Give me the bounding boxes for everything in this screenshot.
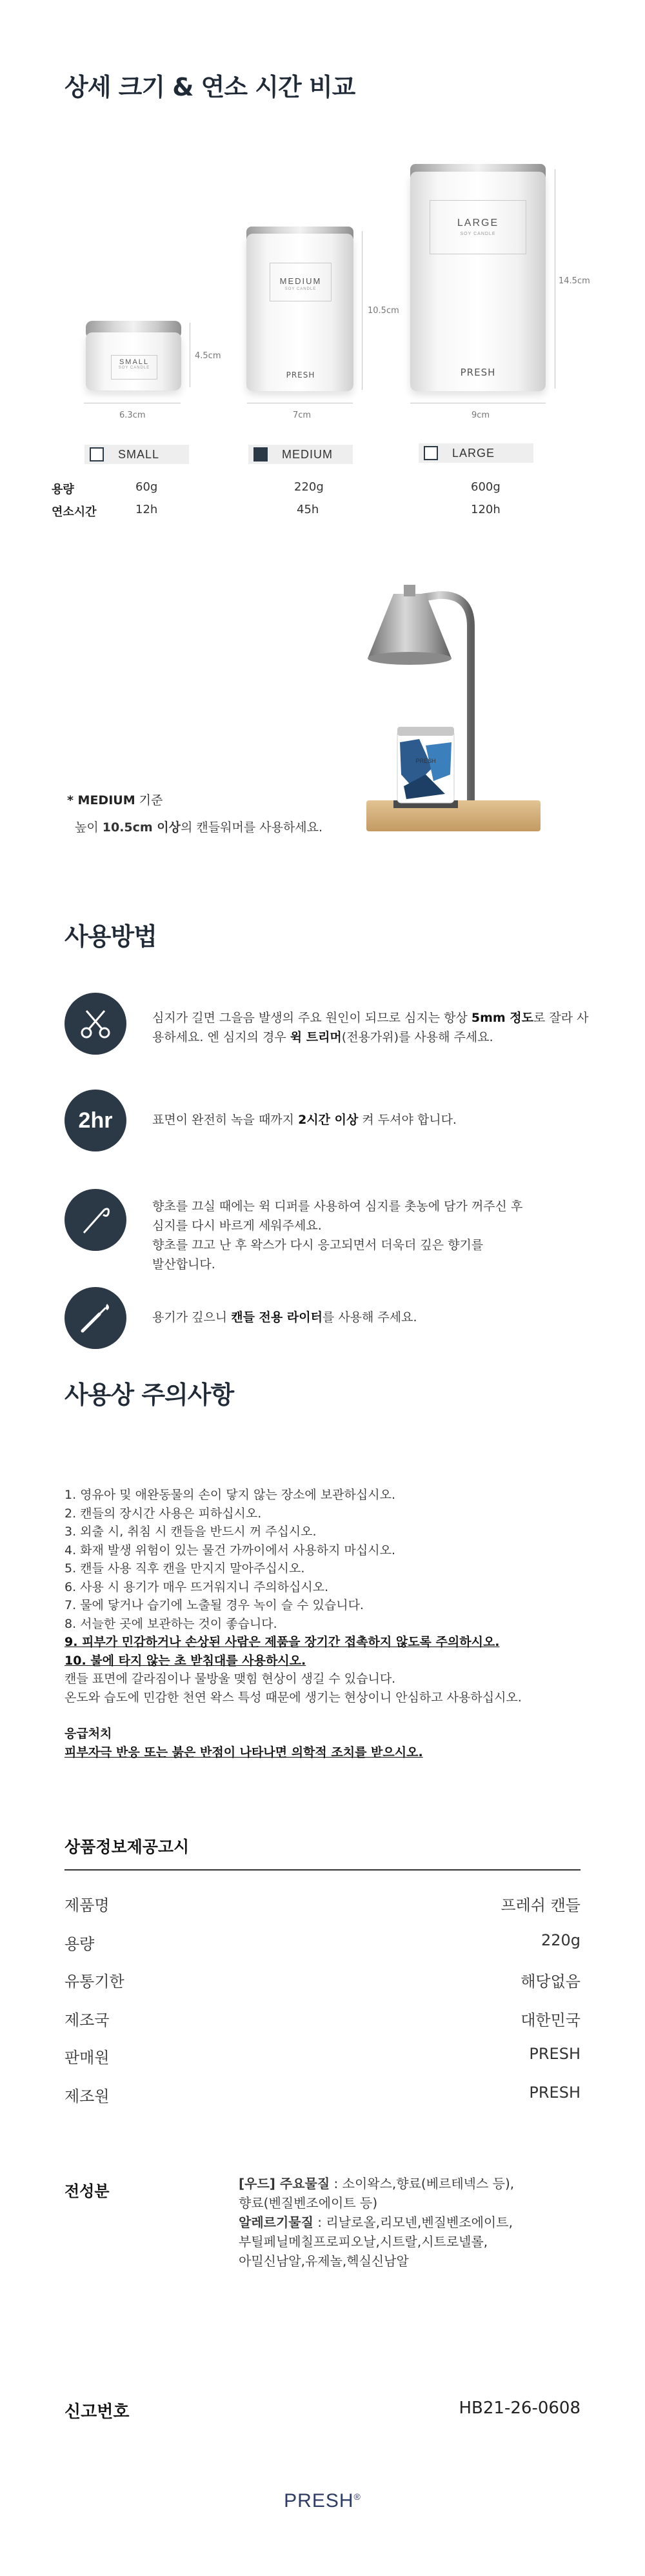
medium-can-label: MEDIUM — [279, 276, 322, 286]
usage-step-4-part-1: 용기가 깊으니 — [152, 1310, 232, 1324]
footer-brand-mark: ® — [353, 2491, 361, 2502]
composition-main-label: [우드] 주요물질 — [239, 2176, 330, 2191]
usage-step-1-highlight-2: 윅 트리머 — [290, 1030, 342, 1044]
spec-small-capacity: 60g — [135, 480, 158, 494]
warmer-note-height: 10.5cm 이상 — [102, 820, 181, 835]
usage-step-2-part-2: 켜 두셔야 합니다. — [358, 1113, 457, 1127]
usage-title: 사용방법 — [64, 922, 157, 951]
warmer-jar-label: PRESH — [415, 758, 436, 764]
large-can-height: 14.5cm — [559, 276, 590, 286]
composition-allergen-label: 알레르기물질 — [239, 2215, 313, 2230]
usage-step-4-highlight: 캔들 전용 라이터 — [231, 1310, 322, 1324]
usage-step-1-highlight-1: 5mm 정도 — [471, 1011, 533, 1025]
spec-medium-capacity: 220g — [294, 480, 324, 494]
large-can-width: 9cm — [471, 411, 490, 420]
usage-step-3-line-2: 심지를 다시 바르게 세워주세요. — [152, 1219, 322, 1233]
spec-medium-burn-time: 45h — [297, 503, 319, 516]
composition-main-text: : 소이왁스,향료(베르테넥스 등), — [330, 2176, 515, 2191]
warmer-note-line1 — [67, 791, 163, 808]
size-chip-medium-label: MEDIUM — [282, 447, 333, 461]
small-can-width: 6.3cm — [119, 411, 146, 420]
caution-item-strong: 10. 불에 타지 않는 초 받침대를 사용하시오. — [64, 1653, 306, 1668]
info-value: 해당없음 — [521, 1973, 580, 1991]
small-can-sublabel: SOY CANDLE — [118, 366, 150, 370]
spec-label-capacity: 용량 — [52, 483, 74, 496]
usage-step-2-part-1: 표면이 완전히 녹을 때까지 — [152, 1113, 299, 1127]
caution-item: 2. 캔들의 장시간 사용은 피하십시오. — [64, 1506, 262, 1521]
composition-allergen-text-3: 아밀신남알,유제놀,헥실신남알 — [239, 2253, 409, 2269]
large-can-sublabel: SOY CANDLE — [460, 232, 496, 236]
small-can-label: SMALL — [119, 358, 150, 366]
composition-allergen-text: : 리날로올,리모넨,벤질벤조에이트, — [313, 2215, 513, 2230]
footer-brand-logo — [0, 2490, 645, 2512]
usage-step-3-text — [152, 1197, 591, 1274]
size-chip-large-label: LARGE — [452, 446, 495, 460]
size-chip-small[interactable] — [84, 445, 189, 464]
size-chip-medium[interactable] — [248, 445, 353, 464]
info-key: 제조국 — [64, 2011, 110, 2029]
caution-item-strong: 9. 피부가 민감하거나 손상된 사람은 제품을 장기간 접촉하지 않도록 주의하시오. — [64, 1635, 500, 1649]
product-info-divider — [64, 1869, 580, 1871]
caution-list — [64, 1486, 606, 1761]
medium-can-width: 7cm — [293, 411, 312, 420]
info-row-country — [64, 2007, 580, 2027]
large-can-brand: PRESH — [460, 367, 496, 378]
caution-item: 3. 외출 시, 취침 시 캔들을 반드시 꺼 주십시오. — [64, 1525, 317, 1539]
warmer-note-basis: * MEDIUM — [67, 793, 135, 807]
info-key: 판매원 — [64, 2049, 110, 2067]
spec-small-burn-time: 12h — [135, 503, 158, 516]
medium-can-sublabel: SOY CANDLE — [284, 287, 317, 291]
usage-step-4-part-2: 를 사용해 주세요. — [322, 1310, 417, 1324]
checkbox-checked-icon — [253, 447, 268, 461]
caution-item: 1. 영유아 및 애완동물의 손이 닿지 않는 장소에 보관하십시오. — [64, 1488, 395, 1502]
two-hours-icon — [64, 1090, 126, 1151]
usage-step-3-line-3: 향초를 끄고 난 후 왁스가 다시 응고되면서 더욱더 깊은 향기를 — [152, 1238, 484, 1252]
composition-main-text-2: 향료(벤질벤조에이트 등) — [239, 2195, 378, 2211]
info-key: 유통기한 — [64, 1973, 124, 1991]
emergency-text: 피부자극 반응 또는 붉은 반점이 나타나면 의학적 조치를 받으시오. — [64, 1745, 423, 1760]
size-chip-small-label: SMALL — [118, 447, 160, 461]
usage-step-3-line-1: 향초를 끄실 때에는 윅 디퍼를 사용하여 심지를 촛농에 담가 꺼주신 후 — [152, 1199, 523, 1213]
usage-step-2-highlight: 2시간 이상 — [298, 1113, 359, 1127]
usage-step-1-part-2: 로 잘라 사용하세요. 엔 심지의 경우 — [152, 1011, 589, 1044]
comparison-title: 상세 크기 & 연소 시간 비교 — [64, 73, 355, 101]
caution-note: 캔들 표면에 갈라짐이나 물방울 맺힘 현상이 생길 수 있습니다. — [64, 1672, 396, 1686]
info-row-manufacturer — [64, 2084, 580, 2103]
info-value: PRESH — [529, 2084, 580, 2102]
report-number-label: 신고번호 — [64, 2402, 130, 2422]
emergency-title: 응급처치 — [64, 1727, 112, 1741]
wick-trimmer-icon — [64, 993, 126, 1055]
spec-large-burn-time: 120h — [471, 503, 501, 516]
info-key: 용량 — [64, 1935, 95, 1953]
usage-step-4-text — [152, 1308, 591, 1327]
info-row-seller — [64, 2045, 580, 2067]
usage-step-2-text — [152, 1110, 591, 1130]
caution-title: 사용상 주의사항 — [64, 1381, 234, 1409]
composition-label: 전성분 — [64, 2182, 110, 2200]
caution-item: 6. 사용 시 용기가 매우 뜨거워지니 주의하십시오. — [64, 1579, 329, 1594]
info-value: 대한민국 — [521, 2011, 580, 2029]
lighter-icon — [64, 1287, 126, 1349]
info-row-product-name — [64, 1892, 580, 1912]
caution-note-2: 온도와 습도에 민감한 천연 왁스 특성 때문에 생기는 현상이니 안심하고 사용하십시오. — [64, 1690, 522, 1705]
medium-can-brand: PRESH — [286, 370, 315, 380]
spec-large-capacity: 600g — [471, 480, 501, 494]
checkbox-icon — [90, 447, 104, 461]
info-value: PRESH — [529, 2045, 580, 2063]
caution-item: 7. 물에 닿거나 습기에 노출될 경우 녹이 슬 수 있습니다. — [64, 1598, 364, 1612]
info-key: 제조원 — [64, 2087, 110, 2105]
usage-step-3-line-4: 발산합니다. — [152, 1257, 215, 1272]
two-hours-icon-text: 2hr — [78, 1108, 113, 1133]
report-number-value: HB21-26-0608 — [459, 2399, 580, 2418]
warmer-note-line2 — [75, 818, 322, 835]
footer-brand-name: PRESH — [284, 2490, 354, 2511]
large-can-label: LARGE — [457, 218, 499, 228]
warmer-note-basis-suffix: 기준 — [135, 793, 163, 807]
info-value: 220g — [541, 1931, 580, 1949]
usage-step-1-part-3: (전용가위)를 사용해 주세요. — [341, 1030, 493, 1044]
caution-item: 4. 화재 발생 위험이 있는 물건 가까이에서 사용하지 마십시오. — [64, 1543, 395, 1557]
small-can-height: 4.5cm — [195, 351, 221, 361]
info-row-expiry — [64, 1969, 580, 1991]
spec-label-burn-time: 연소시간 — [52, 505, 97, 519]
checkbox-icon — [424, 446, 438, 460]
usage-step-1-part-1: 심지가 길면 그을음 발생의 주요 원인이 되므로 심지는 항상 — [152, 1011, 471, 1025]
info-value: 프레쉬 캔들 — [501, 1896, 580, 1914]
size-chip-large[interactable] — [419, 443, 533, 463]
info-row-capacity — [64, 1931, 580, 1951]
medium-can-height: 10.5cm — [368, 306, 399, 316]
warmer-note-suffix: 의 캔들워머를 사용하세요. — [181, 820, 323, 835]
caution-item: 5. 캔들 사용 직후 캔을 만지지 말아주십시오. — [64, 1561, 305, 1576]
composition-text — [239, 2174, 574, 2271]
warmer-note-prefix: 높이 — [75, 820, 103, 835]
info-key: 제품명 — [64, 1896, 110, 1914]
composition-allergen-text-2: 부틸페닐메칠프로피오날,시트랄,시트로넬롤, — [239, 2234, 488, 2249]
product-info-title: 상품정보제공고시 — [64, 1838, 190, 1856]
caution-item: 8. 서늘한 곳에 보관하는 것이 좋습니다. — [64, 1616, 277, 1631]
usage-step-1-text — [152, 1008, 591, 1047]
wick-dipper-icon — [64, 1189, 126, 1251]
candle-warmer-illustration — [361, 581, 555, 839]
